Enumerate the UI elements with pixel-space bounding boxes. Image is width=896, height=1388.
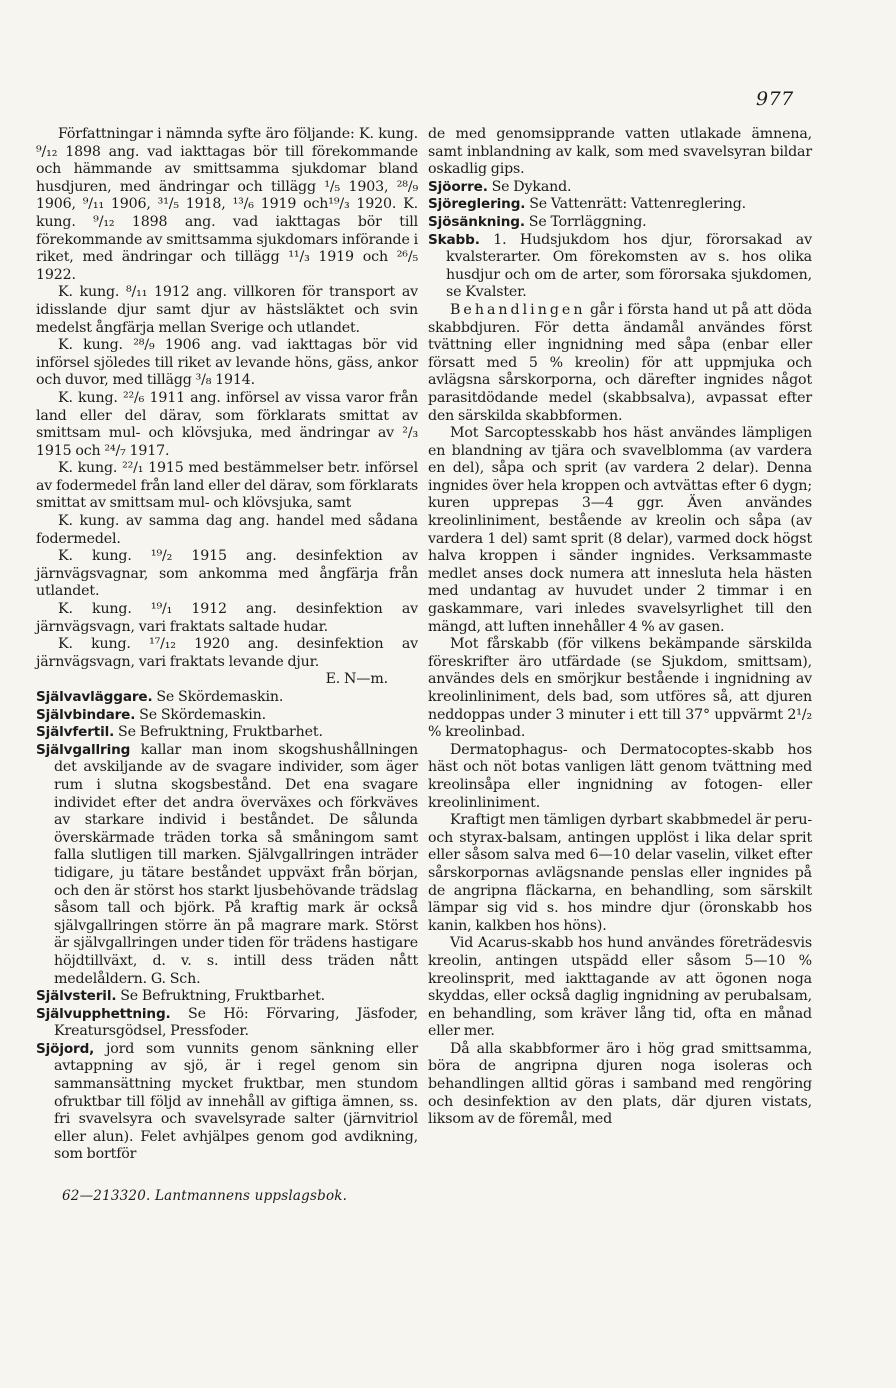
entry (36, 988, 418, 1006)
paragraph: Författningar i nämnda syfte äro följande: K. kung. ⁹/₁₂ 1898 ang. vad iakttagas bör till förekommande och hämmande av smittsamma sjukdomar bland husdjuren, med ändringar och tillägg ¹/₅ 1903, ²⁸/₉ 1906, ⁹/₁₁ 1906, ³¹/₅ 1918, ¹³/₆ 1919 och¹⁹/₃ 1920. K. kung. ⁹/₁₂ 1898 ang. vad iakttagas bör till förekommande av smittsamma sjukdomars införande i riket, med ändringar och tillägg ¹¹/₃ 1919 och ²⁶/₅ 1922. (36, 126, 418, 283)
paragraph: K. kung. ²⁸/₉ 1906 ang. vad iakttagas bör vid införsel sjöledes till riket av levande höns, gäss, ankor och duvor, med tillägg ³/₈ 1914. (36, 337, 418, 389)
paragraph: Mot fårskabb (för vilkens bekämpande särskilda föreskrifter äro utfärdade (se Sjukdom, smittsam), användes dels en smörjkur bestående i ingnidning av kreolinliniment, dels bad, som utföres så, att djuren neddoppas under 3 minuter i ett till 37° uppvärmt 2¹/₂ % kreolinbad. (428, 636, 812, 741)
entry (36, 689, 418, 707)
entry-headword: Självupphettning. (36, 1005, 171, 1022)
paragraph: Dermatophagus- och Dermatocoptes-skabb hos häst och nöt botas vanligen lätt genom tvättning med kreolinsåpa eller ingnidning av fotogen- eller kreolinliniment. (428, 741, 812, 811)
entry (428, 232, 812, 302)
left-column (36, 126, 418, 1164)
entry-text: Se Befruktning, Fruktbarhet. (118, 724, 323, 741)
entry (36, 1006, 418, 1041)
paragraph: K. kung. ⁸/₁₁ 1912 ang. villkoren för transport av idisslande djur samt djur av hästsläktet och svin medelst ångfärja mellan Sverige och utlandet. (36, 284, 418, 336)
paragraph: Vid Acarus-skabb hos hund användes företrädesvis kreolin, antingen utspädd eller såsom 5—10 % kreolinsprit, med iakttagande av att ögonen noga skyddas, eller också daglig ingnidning av perubalsam, en behandling, som kräver lång tid, ofta en månad eller mer. (428, 935, 812, 1040)
entry (36, 742, 418, 988)
page-number: 977 (756, 88, 794, 110)
entry (428, 214, 812, 232)
entry-text: 1. Hudsjukdom hos djur, förorsakad av kvalsterarter. Om förekomsten av s. hos olika husdjur och om de arter, som förorsaka sjukdomen, se Kvalster. (446, 231, 812, 301)
entry-headword: Sjöreglering. (428, 196, 526, 213)
paragraph: Då alla skabbformer äro i hög grad smittsamma, böra de angripna djuren noga isoleras och behandlingen alltid göras i samband med rengöring och desinfektion av den plats, där djuren vistats, liksom av de föremål, med (428, 1040, 812, 1128)
entry-headword: Sjösänkning. (428, 213, 525, 230)
paragraph: K. kung. ¹⁷/₁₂ 1920 ang. desinfektion av järnvägsvagn, vari fraktats levande djur. (36, 636, 418, 670)
entry-headword: Självsteril. (36, 988, 117, 1005)
author-signature: E. N—m. (325, 671, 388, 688)
paragraph: Mot Sarcoptesskabb hos häst användes lämpligen en blandning av tjära och svavelblomma (av vardera en del), såpa och sprit (av vardera 2 delar). Denna ingnides över hela kroppen och avtvättas efter 6 dygn; kuren upprepas 3—4 ggr. Även användes kreolinliniment, bestående av kreolin och såpa (av vardera 1 del) samt sprit (8 delar), varmed dock högst halva kroppen i sänder ingnides. Verksammaste medlet anses dock numera att innesluta hela hästen med undantag av huvudet under 2 timmar i en gaskammare, vari inledes svavelsyrlighet till den mängd, att luften innehåller 4 % av gasen. (428, 425, 812, 635)
entry-text: Se Vattenrätt: Vattenreglering. (529, 196, 747, 213)
paragraph: K. kung. av samma dag ang. handel med sådana fodermedel. (36, 513, 418, 547)
entry (36, 1041, 418, 1164)
entry-headword: Självfertil. (36, 724, 115, 741)
entry-headword: Självavläggare. (36, 689, 153, 705)
right-column (428, 126, 812, 1129)
paragraph: K. kung. ¹⁹/₁ 1912 ang. desinfektion av järnvägsvagn, vari fraktats saltade hudar. (36, 601, 418, 635)
entry-headword: Sjöjord, (36, 1040, 95, 1057)
entry-text: Se Torrläggning. (528, 213, 647, 230)
entry (36, 707, 418, 725)
entry (428, 196, 812, 214)
entry-text: Se Hö: Förvaring, Jäsfoder, Kreatursgödsel, Pressfoder. (54, 1005, 418, 1040)
entry-headword: Skabb. (428, 231, 480, 248)
paragraph: Kraftigt men tämligen dyrbart skabbmedel är peru- och styrax-balsam, antingen upplöst i lika delar sprit eller såsom salva med 6—10 delar vaselin, vilket efter sårskorpornas avlägsnande penslas eller ingnides på de angripna fläckarna, en behandling, som särskilt lämpar sig vid s. hos mindre djur (öronskabb hos kanin, kalkben hos höns). (428, 812, 812, 934)
entry-headword: Självgallring (36, 741, 131, 758)
entry (428, 179, 812, 197)
entry-headword: Sjöorre. (428, 178, 488, 195)
entry-text: Se Skördemaskin. (156, 689, 284, 705)
paragraph: de med genomsipprande vatten utlakade ämnena, samt inblandning av kalk, som med svavelsyran bildar oskadlig gips. (428, 126, 812, 178)
entry-text: jord som vunnits genom sänkning eller avtappning av sjö, är i regel genom sin sammansättning mycket fruktbar, men stundom ofruktbar till följd av innehåll av giftiga ämnen, ss. fri svavelsyra och svavelsyrade salter (järnvitriol eller alun). Felet avhjälpes genom god avdikning, som bortför (54, 1040, 418, 1163)
paragraph (428, 302, 812, 425)
entry-text: Se Skördemaskin. (139, 706, 266, 723)
paragraph: K. kung. ²²/₁ 1915 med bestämmelser betr. införsel av fodermedel från land eller del därav, som förklarats smittat av smittsam mul- och klövsjuka, samt (36, 460, 418, 512)
entry (36, 724, 418, 742)
entry-text: kallar man inom skogshushållningen det avskiljande av de svagare individer, som äger rum i slutna skogsbestånd. Det ena svagare individet efter det andra överväxes och förkväves av starkare individ i beståndet. De sålunda överskärmade träden torka så småningom samt falla slutligen till marken. Självgallringen inträder tidigare, ju tätare beståndet uppväxt från början, och den är störst hos starkt ljusbehövande trädslag såsom tall och björk. På kraftig mark är också självgallringen större än på magrare mark. Störst är självgallringen under tiden för trädens hastigare höjdtillväxt, d. v. s. intill dess träden nått medelåldern. G. Sch. (54, 741, 418, 987)
entry-headword: Självbindare. (36, 706, 136, 723)
spaced-term: Behandlingen (450, 301, 586, 318)
paragraph-text: går i första hand ut på att döda skabbdjuren. För detta ändamål användes först tvättning eller ingnidning med såpa (enbar eller försatt med 5 % kreolin) för att uppmjuka och avlägsna sårskorporna, och därefter ingnides något parasitdödande medel (skabbsalva), avpassat efter den särskilda skabbformen. (428, 301, 812, 424)
paragraph: K. kung. ¹⁹/₂ 1915 ang. desinfektion av järnvägsvagnar, som ankomma med ångfärja från utlandet. (36, 548, 418, 600)
entry-text: Se Dykand. (491, 178, 572, 195)
footer-note: 62—213320. Lantmannens uppslagsbok. (62, 1188, 348, 1204)
paragraph: K. kung. ²²/₆ 1911 ang. införsel av vissa varor från land eller del därav, som förklarats smittat av smittsam mul- och klövsjuka, med ändringar av ²/₃ 1915 och ²⁴/₇ 1917. (36, 389, 418, 459)
entry-text: Se Befruktning, Fruktbarhet. (120, 988, 325, 1005)
